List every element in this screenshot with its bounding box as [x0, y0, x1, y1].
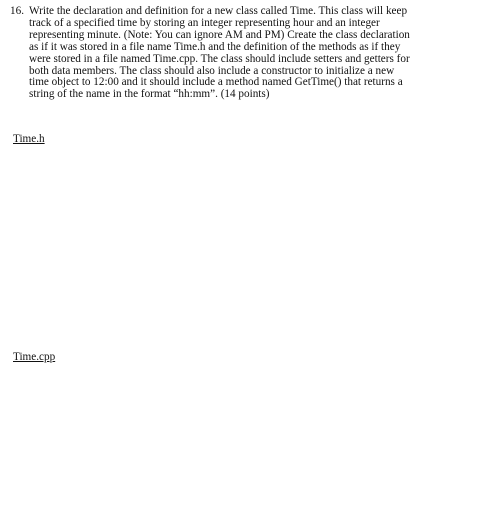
question-line: time object to 12:00 and it should include a method named GetTime() that returns a — [29, 76, 403, 89]
question-line: both data members. The class should also include a constructor to initialize a new — [29, 64, 395, 77]
question-line: string of the name in the format “hh:mm”. (14 points) — [29, 88, 270, 101]
time-cpp-answer-area[interactable] — [13, 366, 463, 511]
time-h-label: Time.h — [13, 133, 45, 145]
question-line: Write the declaration and definition for a new class called Time. This class will keep — [29, 5, 408, 17]
question-number: 16. — [10, 5, 24, 17]
time-cpp-label: Time.cpp — [13, 351, 56, 363]
question-line: representing minute. (Note: You can ignore AM and PM) Create the class declaration — [29, 28, 410, 41]
question-text — [29, 6, 460, 101]
question-line: as if it was stored in a file name Time.h and the definition of the methods as if they — [29, 40, 401, 53]
question-line: were stored in a file named Time.cpp. The class should include setters and getters for — [29, 52, 410, 65]
question-16 — [10, 6, 460, 101]
question-line: track of a specified time by storing an integer representing hour and an integer — [29, 16, 380, 29]
time-h-answer-area[interactable] — [13, 148, 463, 343]
